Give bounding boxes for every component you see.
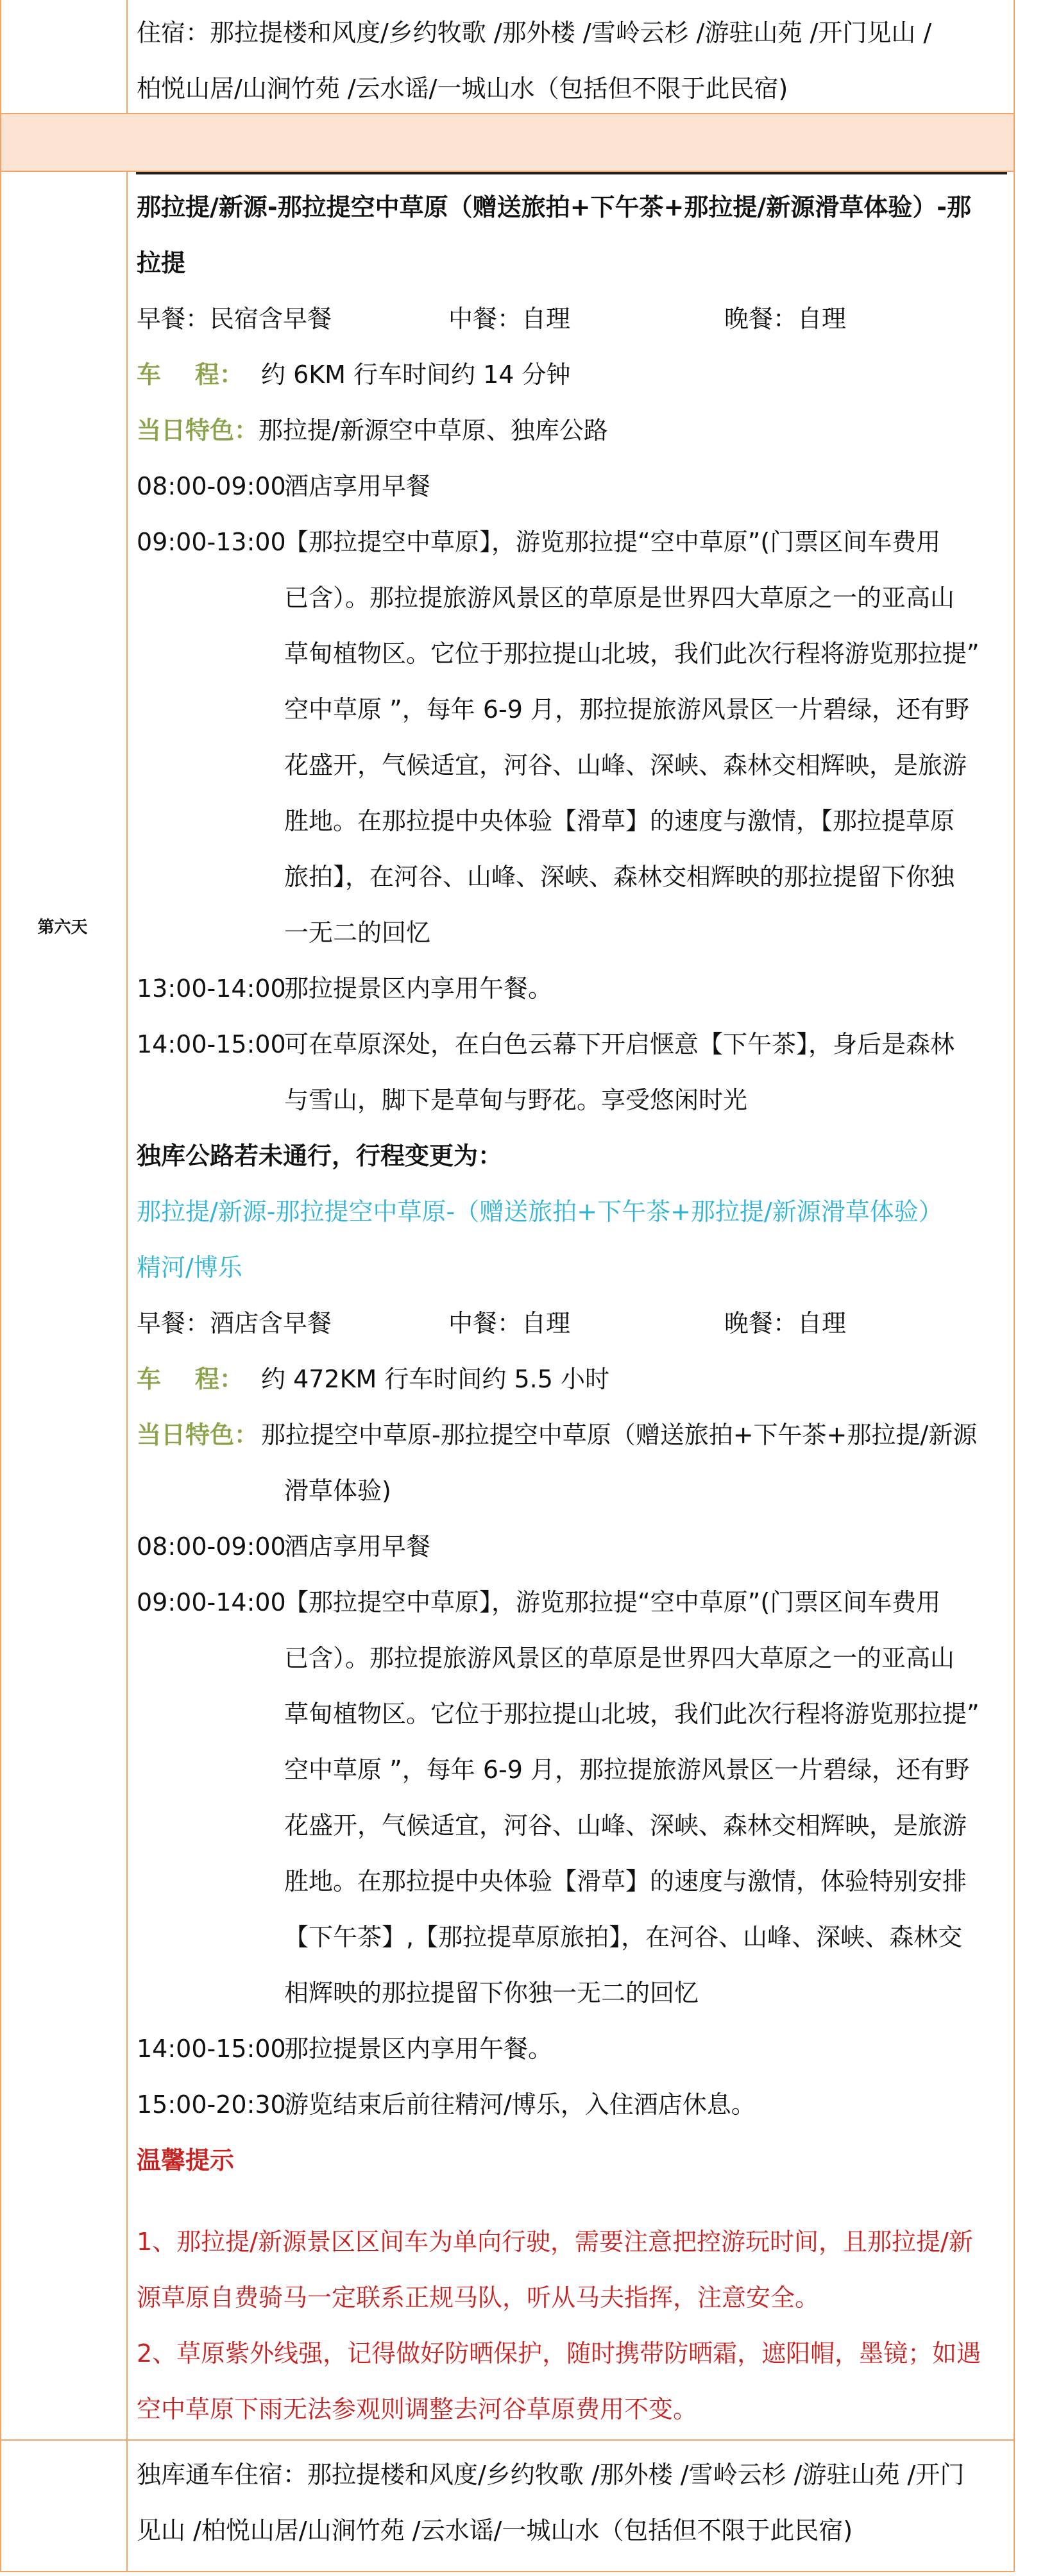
schedule-text bbox=[284, 514, 1004, 961]
text-line: 相辉映的那拉提留下你独一无二的回忆 bbox=[284, 1979, 699, 2007]
tip-line: 1、那拉提/新源景区区间车为单向行驶，需要注意把控游玩时间，且那拉提/新 bbox=[137, 2228, 973, 2256]
dinner: 晚餐：自理 bbox=[724, 305, 847, 333]
text-line: 【那拉提空中草原】，游览那拉提“空中草原”(门票区间车费用 bbox=[284, 528, 941, 556]
schedule-item bbox=[137, 1017, 1004, 1128]
text-line: 已含）。那拉提旅游风景区的草原是世界四大草原之一的亚高山 bbox=[284, 1644, 955, 1672]
lodging-line: 见山 /柏悦山居/山涧竹苑 /云水谣/一城山水（包括但不限于此民宿) bbox=[137, 2516, 853, 2545]
feature-line bbox=[137, 403, 1004, 459]
text-line: 空中草原 ”，每年 6-9 月，那拉提旅游风景区一片碧绿，还有野 bbox=[284, 1756, 969, 1784]
text-line: 胜地。在那拉提中央体验【滑草】的速度与激情，【那拉提草原 bbox=[284, 807, 955, 835]
text-line: 草甸植物区。它位于那拉提山北坡，我们此次行程将游览那拉提” bbox=[284, 1700, 980, 1728]
schedule-text: 那拉提景区内享用午餐。 bbox=[284, 974, 553, 1003]
alt-feature-line bbox=[137, 1407, 1004, 1519]
text-line: 旅拍】，在河谷、山峰、深峡、森林交相辉映的那拉提留下你独 bbox=[284, 863, 955, 891]
text-line: 与雪山，脚下是草甸与野花。享受悠闲时光 bbox=[284, 1086, 748, 1114]
text-line: 【下午茶】,【那拉提草原旅拍】，在河谷、山峰、深峡、森林交 bbox=[284, 1923, 963, 1951]
schedule-item bbox=[137, 459, 1004, 514]
schedule-item bbox=[137, 1519, 1004, 1575]
highlight-row bbox=[1, 113, 1014, 171]
car-line bbox=[137, 347, 1004, 403]
alt-heading: 独库公路若未通行，行程变更为： bbox=[137, 1142, 503, 1170]
bottom-lodging bbox=[137, 2447, 1004, 2559]
text-line: 一无二的回忆 bbox=[284, 919, 431, 947]
day-title: 那拉提/新源-那拉提空中草原（赠送旅拍+下午茶+那拉提/新源滑草体验）-那 bbox=[137, 193, 971, 221]
alt-title: 那拉提/新源-那拉提空中草原-（赠送旅拍+下午茶+那拉提/新源滑草体验） bbox=[137, 1198, 943, 1226]
lunch: 中餐：自理 bbox=[448, 1309, 571, 1337]
feature-value: 那拉提/新源空中草原、独库公路 bbox=[259, 416, 608, 445]
car-label: 车 程： bbox=[137, 1365, 244, 1393]
schedule-item bbox=[137, 2021, 1004, 2077]
schedule-item bbox=[137, 961, 1004, 1017]
schedule-item bbox=[137, 2077, 1004, 2133]
text-line: 可在草原深处，在白色云幕下开启惬意【下午茶】，身后是森林 bbox=[284, 1030, 955, 1058]
text-line: 胜地。在那拉提中央体验【滑草】的速度与激情，体验特别安排 bbox=[284, 1867, 967, 1895]
lodging-line: 住宿：那拉提楼和风度/乡约牧歌 /那外楼 /雪岭云杉 /游驻山苑 /开门见山 / bbox=[137, 19, 932, 47]
text-line: 草甸植物区。它位于那拉提山北坡，我们此次行程将游览那拉提” bbox=[284, 640, 980, 668]
breakfast: 早餐：酒店含早餐 bbox=[137, 1309, 332, 1337]
text-line: 花盛开，气候适宜，河谷、山峰、深峡、森林交相辉映，是旅游 bbox=[284, 1811, 967, 1840]
tip-line: 源草原自费骑马一定联系正规马队，听从马夫指挥，注意安全。 bbox=[137, 2284, 820, 2312]
lunch: 中餐：自理 bbox=[448, 305, 571, 333]
schedule-text: 酒店享用早餐 bbox=[284, 472, 431, 500]
meals-line bbox=[137, 291, 1004, 347]
heavy-rule bbox=[136, 172, 1007, 174]
alt-meals-line bbox=[137, 1296, 1004, 1352]
row-divider bbox=[1, 2571, 1014, 2572]
lodging-line: 柏悦山居/山涧竹苑 /云水谣/一城山水（包括但不限于此民宿) bbox=[137, 74, 788, 103]
text-line: 空中草原 ”，每年 6-9 月，那拉提旅游风景区一片碧绿，还有野 bbox=[284, 695, 969, 724]
day-title: 拉提 bbox=[137, 249, 186, 277]
tip-line: 空中草原下雨无法参观则调整去河谷草原费用不变。 bbox=[137, 2395, 698, 2423]
text-line: 【那拉提空中草原】，游览那拉提“空中草原”(门票区间车费用 bbox=[284, 1588, 941, 1616]
day-label: 第六天 bbox=[37, 918, 88, 937]
tip-line: 2、草原紫外线强，记得做好防晒保护，随时携带防晒霜，遮阳帽，墨镜；如遇 bbox=[137, 2339, 981, 2368]
schedule-time: 13:00-14:00 bbox=[137, 974, 286, 1003]
text-line: 已含）。那拉提旅游风景区的草原是世界四大草原之一的亚高山 bbox=[284, 584, 955, 612]
tips-title: 温馨提示 bbox=[137, 2146, 235, 2174]
schedule-time: 09:00-13:00 bbox=[137, 528, 286, 556]
schedule-item bbox=[137, 514, 1004, 961]
car-value: 约 6KM 行车时间约 14 分钟 bbox=[261, 360, 571, 389]
lodging-line: 独库通车住宿：那拉提楼和风度/乡约牧歌 /那外楼 /雪岭云杉 /游驻山苑 /开门 bbox=[137, 2461, 965, 2489]
alt-title: 精河/博乐 bbox=[137, 1253, 242, 1282]
breakfast: 早餐：民宿含早餐 bbox=[137, 305, 332, 333]
car-value: 约 472KM 行车时间约 5.5 小时 bbox=[261, 1365, 609, 1393]
schedule-text: 游览结束后前往精河/博乐，入住酒店休息。 bbox=[284, 2090, 756, 2119]
text-line: 滑草体验) bbox=[284, 1477, 391, 1505]
feature-label: 当日特色： bbox=[137, 1421, 259, 1449]
feature-label: 当日特色： bbox=[137, 416, 259, 445]
top-lodging bbox=[137, 5, 1004, 117]
text-line: 花盛开，气候适宜，河谷、山峰、深峡、森林交相辉映，是旅游 bbox=[284, 751, 967, 779]
schedule-time: 14:00-15:00 bbox=[137, 1030, 286, 1058]
schedule-time: 08:00-09:00 bbox=[137, 472, 286, 500]
text-line: 那拉提空中草原-那拉提空中草原（赠送旅拍+下午茶+那拉提/新源 bbox=[261, 1421, 978, 1449]
schedule-item bbox=[137, 1575, 1004, 2021]
schedule-time: 15:00-20:30 bbox=[137, 2090, 286, 2119]
schedule-text bbox=[284, 1575, 1004, 2021]
schedule-time: 09:00-14:00 bbox=[137, 1588, 286, 1616]
day-column bbox=[1, 0, 128, 2572]
tips-spacer bbox=[137, 2189, 1004, 2214]
schedule-text bbox=[284, 1017, 1004, 1128]
car-label: 车 程： bbox=[137, 360, 244, 389]
schedule-text: 酒店享用早餐 bbox=[284, 1532, 431, 1561]
schedule-time: 14:00-15:00 bbox=[137, 2035, 286, 2063]
schedule-time: 08:00-09:00 bbox=[137, 1532, 286, 1561]
day-content bbox=[137, 180, 1004, 2437]
row-divider bbox=[1, 2439, 1014, 2441]
dinner: 晚餐：自理 bbox=[724, 1309, 847, 1337]
alt-car-line bbox=[137, 1352, 1004, 1407]
feature-value bbox=[261, 1407, 1004, 1519]
schedule-text: 那拉提景区内享用午餐。 bbox=[284, 2035, 553, 2063]
